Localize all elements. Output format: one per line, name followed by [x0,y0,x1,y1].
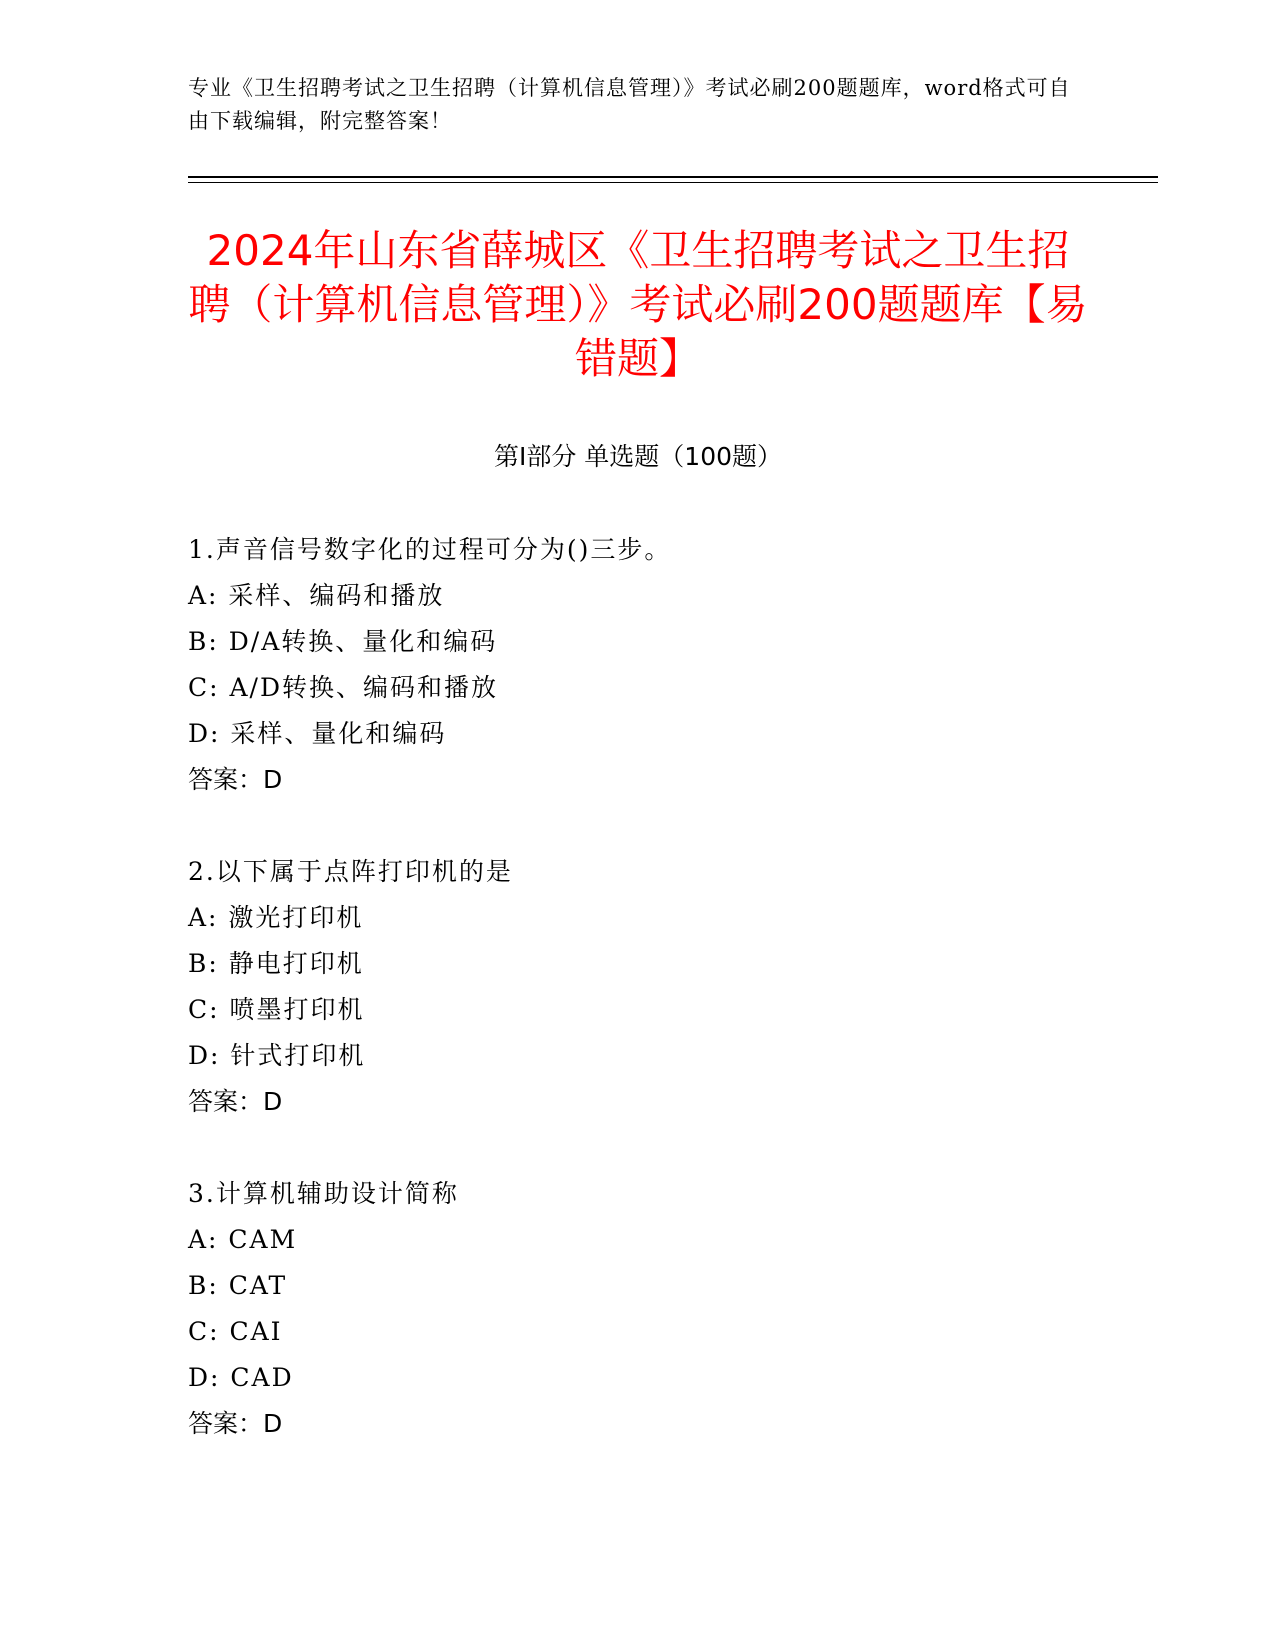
question-3 [188,1171,1088,1447]
header-rule-thin [188,182,1158,183]
question-1 [188,527,1088,803]
question-stem: 1.声音信号数字化的过程可分为()三步。 [188,535,672,564]
option-d: D: 针式打印机 [188,1041,366,1070]
option-d: D: 采样、量化和编码 [188,719,447,748]
option-c: C: CAI [188,1317,283,1346]
answer: 答案：D [188,1087,283,1116]
option-b: B: D/A转换、量化和编码 [188,627,498,656]
option-b: B: 静电打印机 [188,949,364,978]
question-stem: 3.计算机辅助设计简称 [188,1179,459,1208]
question-2 [188,849,1088,1125]
option-b: B: CAT [188,1271,288,1300]
section-heading: 第Ⅰ部分 单选题（100题） [493,442,783,471]
answer: 答案：D [188,765,283,794]
option-a: A: 激光打印机 [188,903,364,932]
option-a: A: CAM [188,1225,298,1254]
document-title: 2024年山东省薛城区《卫生招聘考试之卫生招聘（计算机信息管理）》考试必刷200题题库【易错题】 [188,226,1088,383]
option-c: C: A/D转换、编码和播放 [188,673,499,702]
header-rule-thick [188,176,1158,178]
option-a: A: 采样、编码和播放 [188,581,445,610]
option-d: D: CAD [188,1363,294,1392]
question-list [188,527,1088,1493]
answer: 答案：D [188,1409,283,1438]
header-note: 专业《卫生招聘考试之卫生招聘（计算机信息管理）》考试必刷200题题库，word格式可自由下载编辑，附完整答案！ [188,76,1071,133]
option-c: C: 喷墨打印机 [188,995,365,1024]
question-stem: 2.以下属于点阵打印机的是 [188,857,513,886]
